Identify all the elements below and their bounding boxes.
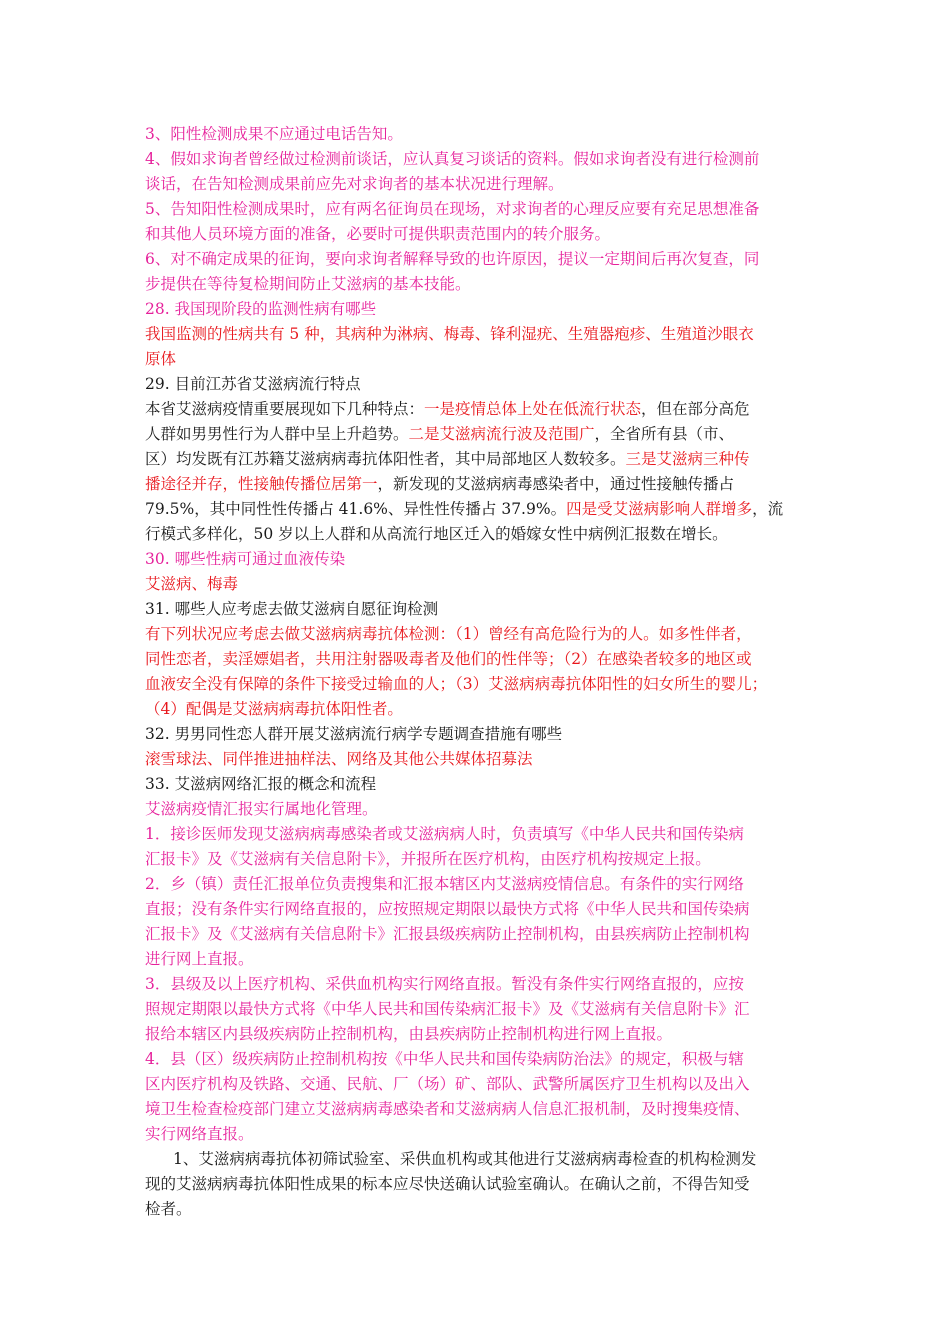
text-segment: 照规定期限以最快方式将《中华人民共和国传染病汇报卡》及《艾滋病有关信息附卡》汇	[145, 1000, 750, 1018]
text-segment: 区）均发既有江苏籍艾滋病病毒抗体阳性者，其中局部地区人数较多。	[145, 450, 626, 468]
text-segment: 三是艾滋病三种传	[625, 450, 750, 468]
text-line	[145, 1172, 815, 1197]
text-segment: 汇报卡》及《艾滋病有关信息附卡》汇报县级疾病防止控制机构，由县疾病防止控制机构	[145, 925, 750, 943]
text-line	[145, 272, 815, 297]
text-segment: 32. 男男同性恋人群开展艾滋病流行病学专题调查措施有哪些	[145, 725, 563, 743]
text-line	[145, 322, 815, 347]
text-segment: 和其他人员环境方面的准备，必要时可提供职责范围内的转介服务。	[145, 225, 611, 243]
text-segment: 我国监测的性病共有 5 种，其病种为淋病、梅毒、锋利湿疣、生殖器疱疹、生殖道沙眼衣	[145, 325, 754, 343]
text-line	[145, 747, 815, 772]
text-segment: 艾滋病、梅毒	[145, 575, 239, 593]
text-segment: 3．县级及以上医疗机构、采供血机构实行网络直报。暂没有条件实行网络直报的，应按	[145, 975, 744, 993]
text-line	[145, 797, 815, 822]
text-segment: 本省艾滋病疫情重要展现如下几种特点：	[145, 400, 425, 418]
text-line	[145, 697, 815, 722]
text-line	[145, 122, 815, 147]
text-segment: 境卫生检查检疫部门建立艾滋病病毒感染者和艾滋病病人信息汇报机制，及时搜集疫情、	[145, 1100, 750, 1118]
text-segment: 现的艾滋病病毒抗体阳性成果的标本应尽快送确认试验室确认。在确认之前，不得告知受	[145, 1175, 750, 1193]
text-line	[145, 722, 815, 747]
text-line	[145, 1022, 815, 1047]
text-line	[145, 447, 815, 472]
text-line	[145, 172, 815, 197]
text-segment: 6、对不确定成果的征询，要向求询者解释导致的也许原因，提议一定期间后再次复查，同	[145, 250, 760, 268]
text-segment: 区内医疗机构及铁路、交通、民航、厂（场）矿、部队、武警所属医疗卫生机构以及出入	[145, 1075, 750, 1093]
text-line	[145, 822, 815, 847]
text-segment: ，新发现的艾滋病病毒感染者中，通过性接触传播占	[377, 475, 735, 493]
text-segment: 1．接诊医师发现艾滋病病毒感染者或艾滋病病人时，负责填写《中华人民共和国传染病	[145, 825, 744, 843]
text-segment: 33. 艾滋病网络汇报的概念和流程	[145, 775, 377, 793]
text-line	[145, 997, 815, 1022]
text-segment: 28. 我国现阶段的监测性病有哪些	[145, 300, 377, 318]
text-segment: 79.5%，其中同性性传播占 41.6%、异性性传播占 37.9%。	[145, 500, 567, 518]
text-line	[145, 622, 815, 647]
text-segment: 滚雪球法、同伴推进抽样法、网络及其他公共媒体招募法	[145, 750, 533, 768]
text-line	[145, 872, 815, 897]
text-segment: 谈话，在告知检测成果前应先对求询者的基本状况进行理解。	[145, 175, 564, 193]
text-line	[145, 547, 815, 572]
text-line	[145, 572, 815, 597]
text-line	[145, 497, 815, 522]
text-line	[145, 847, 815, 872]
text-line	[145, 772, 815, 797]
text-segment: 汇报卡》及《艾滋病有关信息附卡》，并报所在医疗机构，由医疗机构按规定上报。	[145, 850, 711, 868]
text-segment: 艾滋病疫情汇报实行属地化管理。	[145, 800, 378, 818]
text-line	[145, 647, 815, 672]
text-segment: 播途径并存，性接触传播位居第一	[145, 475, 378, 493]
text-segment: 有下列状况应考虑去做艾滋病病毒抗体检测：（1）曾经有高危险行为的人。如多性伴者，	[145, 625, 752, 643]
text-segment: ，但在部分高危	[641, 400, 750, 418]
text-segment: 同性恋者，卖淫嫖娼者，共用注射器吸毒者及他们的性伴等；（2）在感染者较多的地区或	[145, 650, 752, 668]
text-segment: 实行网络直报。	[145, 1125, 254, 1143]
text-segment: 4．县（区）级疾病防止控制机构按《中华人民共和国传染病防治法》的规定，积极与辖	[145, 1050, 744, 1068]
text-line	[145, 922, 815, 947]
text-line	[145, 972, 815, 997]
text-line	[145, 522, 815, 547]
text-line	[145, 672, 815, 697]
text-segment: 3、阳性检测成果不应通过电话告知。	[145, 125, 403, 143]
text-segment: 报给本辖区内县级疾病防止控制机构，由县疾病防止控制机构进行网上直报。	[145, 1025, 673, 1043]
text-segment: 步提供在等待复检期间防止艾滋病的基本技能。	[145, 275, 471, 293]
text-segment: 2．乡（镇）责任汇报单位负责搜集和汇报本辖区内艾滋病疫情信息。有条件的实行网络	[145, 875, 744, 893]
text-line	[145, 397, 815, 422]
text-segment: 二是艾滋病流行波及范围广	[408, 425, 595, 443]
text-segment: 31. 哪些人应考虑去做艾滋病自愿征询检测	[145, 600, 439, 618]
text-line	[145, 472, 815, 497]
text-segment: ，全省所有县（市、	[594, 425, 735, 443]
text-line	[145, 1197, 815, 1222]
document-page	[145, 122, 815, 1222]
text-segment: 原体	[145, 350, 177, 368]
text-line	[145, 422, 815, 447]
text-line	[145, 597, 815, 622]
text-segment: ，流	[752, 500, 784, 518]
text-segment: 人群如男男性行为人群中呈上升趋势。	[145, 425, 409, 443]
text-segment: 5、告知阳性检测成果时，应有两名征询员在现场，对求询者的心理反应要有充足思想准备	[145, 200, 760, 218]
text-line	[145, 247, 815, 272]
text-segment: 检者。	[145, 1200, 192, 1218]
text-line	[145, 197, 815, 222]
text-segment: 1、艾滋病病毒抗体初筛试验室、采供血机构或其他进行艾滋病病毒检查的机构检测发	[173, 1150, 757, 1168]
text-line	[145, 1122, 815, 1147]
text-segment: 一是疫情总体上处在低流行状态	[424, 400, 642, 418]
text-line	[145, 147, 815, 172]
text-segment: 进行网上直报。	[145, 950, 254, 968]
text-segment: 直报；没有条件实行网络直报的，应按照规定期限以最快方式将《中华人民共和国传染病	[145, 900, 750, 918]
text-segment: 行模式多样化，50 岁以上人群和从高流行地区迁入的婚嫁女性中病例汇报数在增长。	[145, 525, 728, 543]
text-segment: 4、假如求询者曾经做过检测前谈话，应认真复习谈话的资料。假如求询者没有进行检测前	[145, 150, 760, 168]
text-segment: （4）配偶是艾滋病病毒抗体阳性者。	[145, 700, 403, 718]
text-line	[145, 372, 815, 397]
text-line	[145, 347, 815, 372]
text-segment: 血液安全没有保障的条件下接受过输血的人；（3）艾滋病病毒抗体阳性的妇女所生的婴儿；	[145, 675, 768, 693]
text-line	[145, 1097, 815, 1122]
text-line	[145, 1047, 815, 1072]
text-line	[145, 947, 815, 972]
text-segment: 30. 哪些性病可通过血液传染	[145, 550, 346, 568]
text-line	[145, 1072, 815, 1097]
text-line	[145, 297, 815, 322]
text-line	[145, 222, 815, 247]
text-segment: 29. 目前江苏省艾滋病流行特点	[145, 375, 361, 393]
text-line	[145, 1147, 815, 1172]
text-line	[145, 897, 815, 922]
text-segment: 四是受艾滋病影响人群增多	[566, 500, 753, 518]
